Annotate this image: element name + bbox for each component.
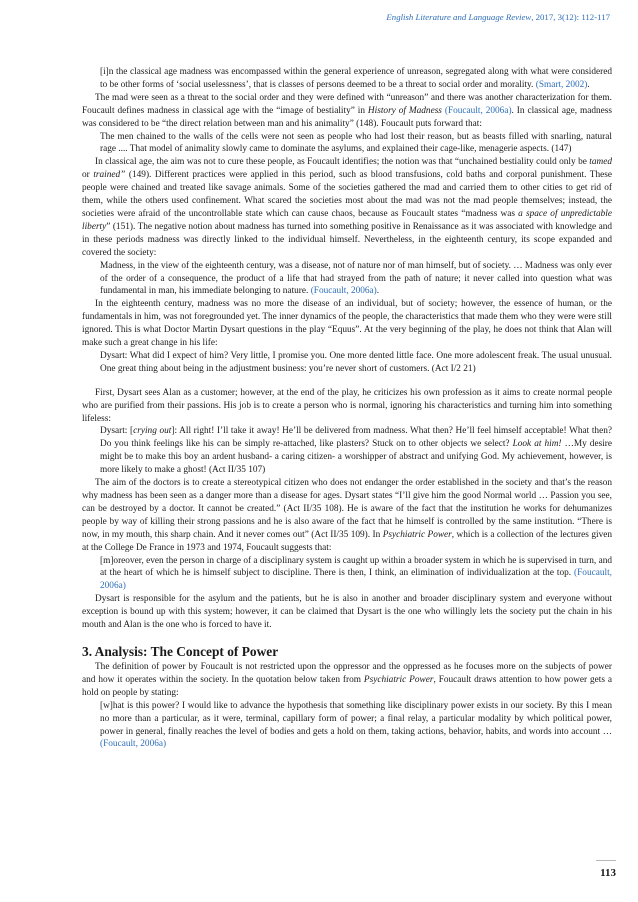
quote-text: …My desire might be to make this boy an ardent husband- a caring citizen- a worshipper of abstract and unifying God. My achievement, however, is more likely to make a ghost! (Act II/35 107) bbox=[100, 439, 613, 476]
journal-title[interactable]: English Literature and Language Review bbox=[386, 12, 532, 22]
block-quote-dialogue: Dysart: What did I expect of him? Very little, I promise you. One more dented little face. One more adolescent freak. The usual unusual. One great thing about being in the adjustment business: you’re never short of customers. (Act I/2 21) bbox=[100, 350, 612, 374]
citation-link[interactable]: (Foucault, 2006a) bbox=[100, 739, 167, 750]
page-number: 113 bbox=[600, 867, 616, 879]
paragraph-text: . In classical age, madness was considered to be “the direct relation between man and his animality” (148). Foucault puts forward that: bbox=[82, 105, 613, 129]
journal-citation: , 2017, 3(12): 112-117 bbox=[531, 12, 610, 22]
paragraph-text: , Foucault draws attention to how power gets a hold on people by stating: bbox=[82, 674, 613, 698]
block-quote-smart bbox=[100, 66, 612, 92]
quote-text: [w]hat is this power? I would like to advance the hypothesis that something like disciplinary power exists in our society. By this I mean no more than a particular, as it were, terminal, capillary form of power; a final relay, a particular modality by which political power, power in general, finally reaches the level of bodies and gets a hold on them, taking actions, behavior, habits, and words into account … bbox=[100, 700, 612, 737]
book-title: History of Madness bbox=[367, 105, 442, 116]
journal-running-head bbox=[386, 12, 610, 22]
quote-text: ]: All right! I’ll take it away! He’ll be delivered from madness. What then? He’ll feel himself acceptable! What then? Do you think feelings like his can be simply re-attached, like plasters? Stuck on to other objects we select? bbox=[100, 426, 612, 450]
quote-text: . bbox=[587, 79, 590, 90]
paragraph: Dysart is responsible for the asylum and the patients, but he is also in another and broader disciplinary system and everyone without exception is bound up with this system; however, it can be claimed that Dysart is the one who willingly lets the society put the chain in his mouth and Alan is the one who is forced to have it. bbox=[82, 594, 612, 631]
paragraph: First, Dysart sees Alan as a customer; however, at the end of the play, he criticizes his own profession as it aims to create normal people who are purified from their passions. His job is to create a person who is normal, ignoring his characteristics and turning him into something lifeless: bbox=[82, 387, 612, 424]
paragraph-text: The mad were seen as a threat to the social order and they were defined with “unreason” and there was another characterization for them. Foucault defines madness in classical age with the “image of bestiality” in bbox=[82, 92, 612, 116]
block-quote: The men chained to the walls of the cells were not seen as people who had lost their reason, but as beasts filled with snarling, natural rage .... That model of animality slowly came to dominate the asylums, and explained their cage-like, menagerie aspects. (147) bbox=[100, 131, 612, 155]
citation-link[interactable]: (Foucault, 2006a) bbox=[310, 286, 377, 297]
quote-text: [i]n the classical age madness was encompassed within the general experience of unreason, segregated along with what were considered to be other forms of ‘social uselessness’, that is classes of persons deemed to be a threat to social order and morality. bbox=[100, 67, 612, 90]
quote-text: Dysart: [ bbox=[100, 426, 134, 437]
paragraph-text: or bbox=[82, 170, 94, 181]
quote-text: [m]oreover, even the person in charge of a disciplinary system is caught up within a broader system in which he is supervised in turn, and at the heart of which he is himself subject to discipline. There is then, I think, an elimination of individualization at the top. bbox=[100, 555, 612, 579]
stage-direction: crying out bbox=[133, 426, 172, 437]
block-quote bbox=[100, 555, 612, 594]
book-title: Psychiatric Power bbox=[382, 529, 452, 540]
block-quote bbox=[100, 700, 612, 752]
paragraph bbox=[82, 156, 612, 259]
block-quote bbox=[100, 260, 612, 299]
paragraph-text: , which is a collection of the lectures given at the College De France in 1973 and 1974, Foucault suggests that: bbox=[82, 529, 612, 553]
footer-divider bbox=[596, 860, 616, 861]
emphasis: trained” bbox=[93, 170, 126, 181]
paragraph: In the eighteenth century, madness was no more the disease of an individual, but of society; however, the essence of human, or the fundamentals in him, was not foregrounded yet. The inner dynamics of the people, the characteristics that made them who they were were still ignored. This is what Doctor Martin Dysart questions in the play “Equus”. At the very beginning of the play, he does not think that Alan will make such a great change in his life: bbox=[82, 299, 612, 349]
paragraph-text: The definition of power by Foucault is not restricted upon the oppressor and the oppressed as he focuses more on the subjects of power and how it operates within the society. In the quotation below taken from bbox=[82, 661, 612, 685]
paragraph bbox=[82, 92, 612, 131]
citation-link[interactable]: (Foucault, 2006a) bbox=[441, 105, 512, 116]
paragraph-text: (149). Different practices were applied in this period, such as blood transfusions, cold baths and corporal punishment. These people were chained and treated like savage animals. Some of the societies gathered the mad and carried them to other cities to get rid of them, while the others used confinement. What scared the societies most about the mad was not the mad people themselves; instead, the societies were afraid of the uncontrollable state which can cause chaos, because as Foucault states “madness was bbox=[82, 170, 612, 219]
quote-text: . bbox=[376, 286, 380, 297]
paragraph bbox=[82, 661, 612, 700]
paragraph-text: The aim of the doctors is to create a stereotypical citizen who does not endanger the order established in the society and that’s the reason why madness has been seen as a danger more than a disease for ages. Dysart states “I’ll give him the good Normal world … Passion you see, can be destroyed by a doctor. It cannot be created.” (Act II/35 108). He is aware of the fact that the institution he works for dehumanizes people by way of killing their strong passions and he is also aware of the fact that he himself is controlled by the same institution. “There is now, in my mouth, this sharp chain. And it never comes out” (Act II/35 109). In bbox=[82, 478, 612, 540]
quote-text: Madness, in the view of the eighteenth century, was a disease, not of nature nor of man himself, but of society. … Madness was only ever of the order of a consequence, the product of a life that had strayed from the path of nature; it never called into question what was fundamental in man, his immediate belonging to nature. bbox=[100, 260, 612, 297]
article-body bbox=[82, 66, 612, 751]
paragraph-text: ” (151). The negative notion about madness has turned into something positive in Renaissance as it was associated with knowledge and in these periods madness was directly linked to the individual himself. Nevertheless, in the eighteenth century, its scope expanded and covered the society: bbox=[82, 221, 612, 258]
section-heading: 3. Analysis: The Concept of Power bbox=[82, 643, 279, 659]
spacer bbox=[82, 376, 612, 387]
book-title: Psychiatric Power bbox=[363, 674, 434, 685]
citation-link[interactable]: (Foucault, 2006a) bbox=[100, 568, 612, 592]
paragraph-text: In classical age, the aim was not to cure these people, as Foucault identifies; the notion was that “unchained bestiality could only be bbox=[95, 157, 590, 168]
emphasis: tamed bbox=[589, 157, 612, 168]
paragraph bbox=[82, 477, 612, 554]
emphasis: Look at him! bbox=[512, 439, 562, 450]
block-quote-dialogue bbox=[100, 425, 612, 477]
citation-link[interactable]: (Smart, 2002) bbox=[535, 79, 588, 90]
emphasis: a space of unpredictable liberty bbox=[82, 208, 612, 232]
